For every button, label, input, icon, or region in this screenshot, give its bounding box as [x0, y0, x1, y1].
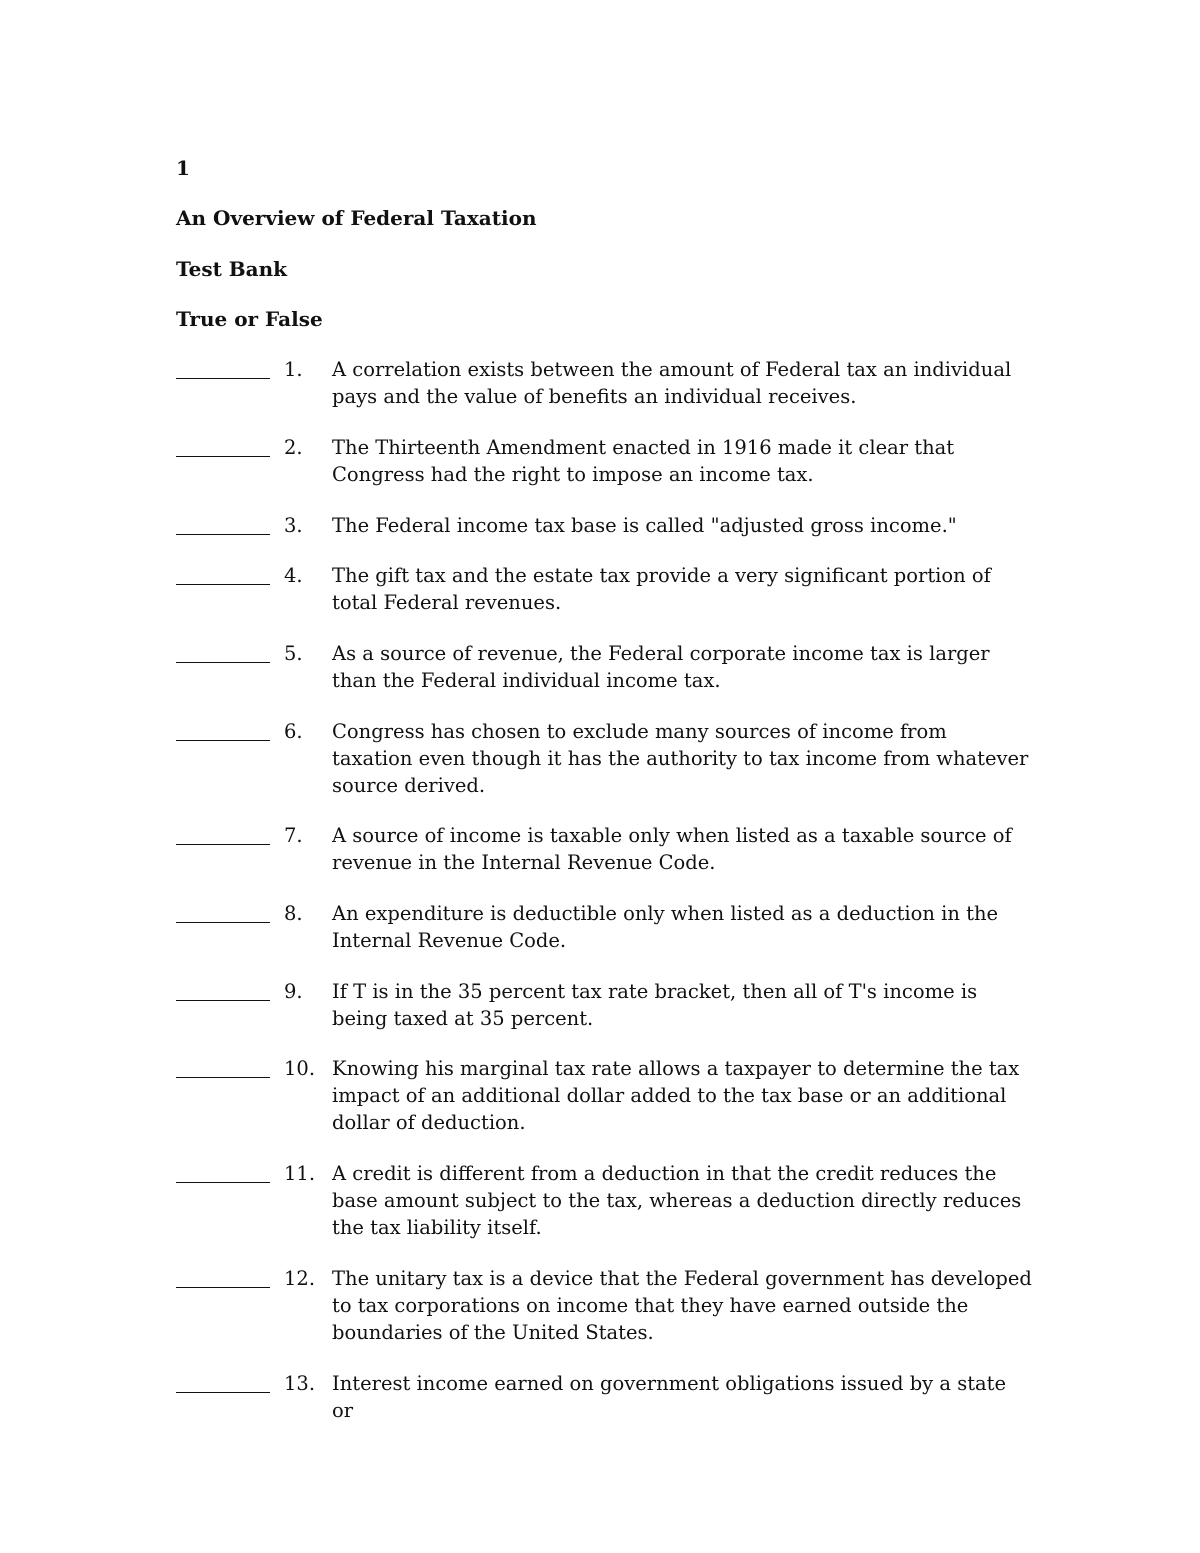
question-text: The unitary tax is a device that the Federal government has developed to tax corporations on income that they have earned outside the boundaries of the United States. — [332, 1267, 1032, 1344]
section-title: True or False — [176, 307, 323, 331]
question-text: A credit is different from a deduction in that the credit reduces the base amount subject to the tax, whereas a deduction directly reduces the tax liability itself. — [332, 1162, 1022, 1239]
question-text: A correlation exists between the amount of Federal tax an individual pays and the value of benefits an individual receives. — [332, 358, 1012, 408]
answer-blank[interactable] — [176, 822, 270, 845]
question-number: 4. — [284, 564, 303, 587]
question-number: 3. — [284, 514, 303, 537]
answer-blank[interactable] — [176, 1160, 270, 1183]
test-bank-subtitle: Test Bank — [176, 257, 288, 281]
chapter-title: An Overview of Federal Taxation — [176, 206, 537, 230]
answer-blank[interactable] — [176, 900, 270, 923]
question-text: Knowing his marginal tax rate allows a taxpayer to determine the tax impact of an additional dollar added to the tax base or an additional dollar of deduction. — [332, 1057, 1020, 1134]
question-number: 2. — [284, 436, 303, 459]
question-number: 8. — [284, 902, 303, 925]
question-number: 7. — [284, 824, 303, 847]
question-text: An expenditure is deductible only when listed as a deduction in the Internal Revenue Code. — [332, 902, 999, 952]
question-number: 1. — [284, 358, 303, 381]
answer-blank[interactable] — [176, 512, 270, 535]
answer-blank[interactable] — [176, 978, 270, 1001]
question-number: 6. — [284, 720, 303, 743]
question-text: Interest income earned on government obligations issued by a state or — [332, 1372, 1007, 1422]
answer-blank[interactable] — [176, 1055, 270, 1078]
answer-blank[interactable] — [176, 434, 270, 457]
question-number: 9. — [284, 980, 303, 1003]
question-number: 10. — [284, 1057, 316, 1080]
question-text: Congress has chosen to exclude many sources of income from taxation even though it has the authority to tax income from whatever source derived. — [332, 720, 1029, 797]
question-text: The gift tax and the estate tax provide a very significant portion of total Federal revenues. — [332, 564, 991, 614]
answer-blank[interactable] — [176, 1265, 270, 1288]
answer-blank[interactable] — [176, 640, 270, 663]
question-text: The Federal income tax base is called "adjusted gross income." — [332, 514, 957, 537]
question-text: A source of income is taxable only when listed as a taxable source of revenue in the Internal Revenue Code. — [332, 824, 1012, 874]
answer-blank[interactable] — [176, 356, 270, 379]
answer-blank[interactable] — [176, 1370, 270, 1393]
question-number: 11. — [284, 1162, 316, 1185]
chapter-number: 1 — [176, 156, 190, 180]
question-text: The Thirteenth Amendment enacted in 1916 made it clear that Congress had the right to impose an income tax. — [332, 436, 955, 486]
question-number: 13. — [284, 1372, 316, 1395]
question-number: 12. — [284, 1267, 316, 1290]
question-number: 5. — [284, 642, 303, 665]
answer-blank[interactable] — [176, 718, 270, 741]
question-text: If T is in the 35 percent tax rate bracket, then all of T's income is being taxed at 35 percent. — [332, 980, 978, 1030]
question-text: As a source of revenue, the Federal corporate income tax is larger than the Federal individual income tax. — [332, 642, 990, 692]
answer-blank[interactable] — [176, 562, 270, 585]
